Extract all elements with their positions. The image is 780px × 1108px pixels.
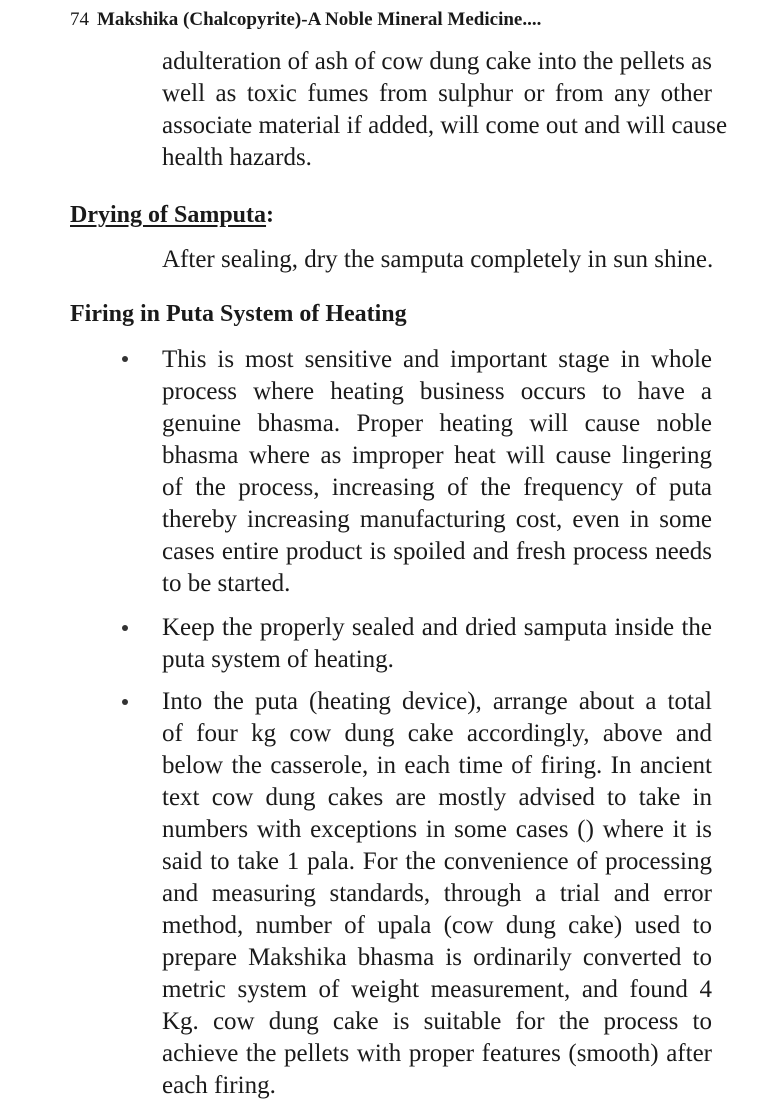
text-line: Keep the properly sealed and dried samputa inside the bbox=[162, 614, 712, 641]
text-line: cases entire product is spoiled and fresh process needs bbox=[162, 538, 712, 565]
text-line: thereby increasing manufacturing cost, even in some bbox=[162, 506, 712, 533]
text-line: and measuring standards, through a trial and error bbox=[162, 880, 712, 907]
text-line: metric system of weight measurement, and found 4 bbox=[162, 976, 712, 1003]
text-line: text cow dung cakes are mostly advised to take in bbox=[162, 784, 712, 811]
text-line: of four kg cow dung cake accordingly, above and bbox=[162, 720, 712, 747]
text-line: After sealing, dry the samputa completely in sun shine. bbox=[162, 246, 714, 273]
text-line: achieve the pellets with proper features (smooth) after bbox=[162, 1040, 712, 1067]
text-line: prepare Makshika bhasma is ordinarily converted to bbox=[162, 944, 712, 971]
bullet-dot-icon bbox=[122, 625, 128, 631]
text-line: process where heating business occurs to have a bbox=[162, 378, 712, 405]
bullet-dot-icon bbox=[122, 699, 128, 705]
text-line: said to take 1 pala. For the convenience of processing bbox=[162, 848, 712, 875]
intro-paragraph bbox=[162, 46, 728, 174]
text-line: method, number of upala (cow dung cake) used to bbox=[162, 912, 712, 939]
bullet-item-3 bbox=[162, 686, 712, 1102]
text-line: genuine bhasma. Proper heating will cause noble bbox=[162, 410, 712, 437]
text-line: Kg. cow dung cake is suitable for the process to bbox=[162, 1008, 712, 1035]
running-head bbox=[70, 8, 541, 32]
bullet-item-1 bbox=[162, 344, 712, 600]
drying-heading bbox=[70, 200, 274, 230]
text-line: below the casserole, in each time of firing. In ancient bbox=[162, 752, 712, 779]
bullet-item-2 bbox=[162, 612, 712, 676]
text-line: numbers with exceptions in some cases () where it is bbox=[162, 816, 712, 843]
text-line: Into the puta (heating device), arrange about a total bbox=[162, 688, 712, 715]
firing-heading bbox=[70, 299, 407, 329]
text-line: associate material if added, will come out and will cause bbox=[162, 112, 728, 139]
text-line: health hazards. bbox=[162, 144, 312, 171]
text-line: of the process, increasing of the frequency of puta bbox=[162, 474, 712, 501]
bullet-dot-icon bbox=[122, 356, 128, 362]
drying-heading-text: Drying of Samputa bbox=[70, 202, 267, 228]
drying-text bbox=[162, 244, 712, 276]
text-line: each firing. bbox=[162, 1072, 276, 1099]
text-line: bhasma where as improper heat will cause lingering bbox=[162, 442, 712, 469]
text-line: well as toxic fumes from sulphur or from any other bbox=[162, 80, 712, 107]
book-title: Makshika (Chalcopyrite)-A Noble Mineral Medicine.... bbox=[97, 9, 542, 30]
text-line: puta system of heating. bbox=[162, 646, 394, 673]
firing-heading-text: Firing in Puta System of Heating bbox=[70, 301, 407, 327]
drying-heading-colon: : bbox=[266, 202, 275, 228]
page-number: 74 bbox=[70, 9, 89, 30]
text-line: This is most sensitive and important stage in whole bbox=[162, 346, 712, 373]
text-line: adulteration of ash of cow dung cake into the pellets as bbox=[162, 48, 712, 75]
text-line: to be started. bbox=[162, 570, 291, 597]
